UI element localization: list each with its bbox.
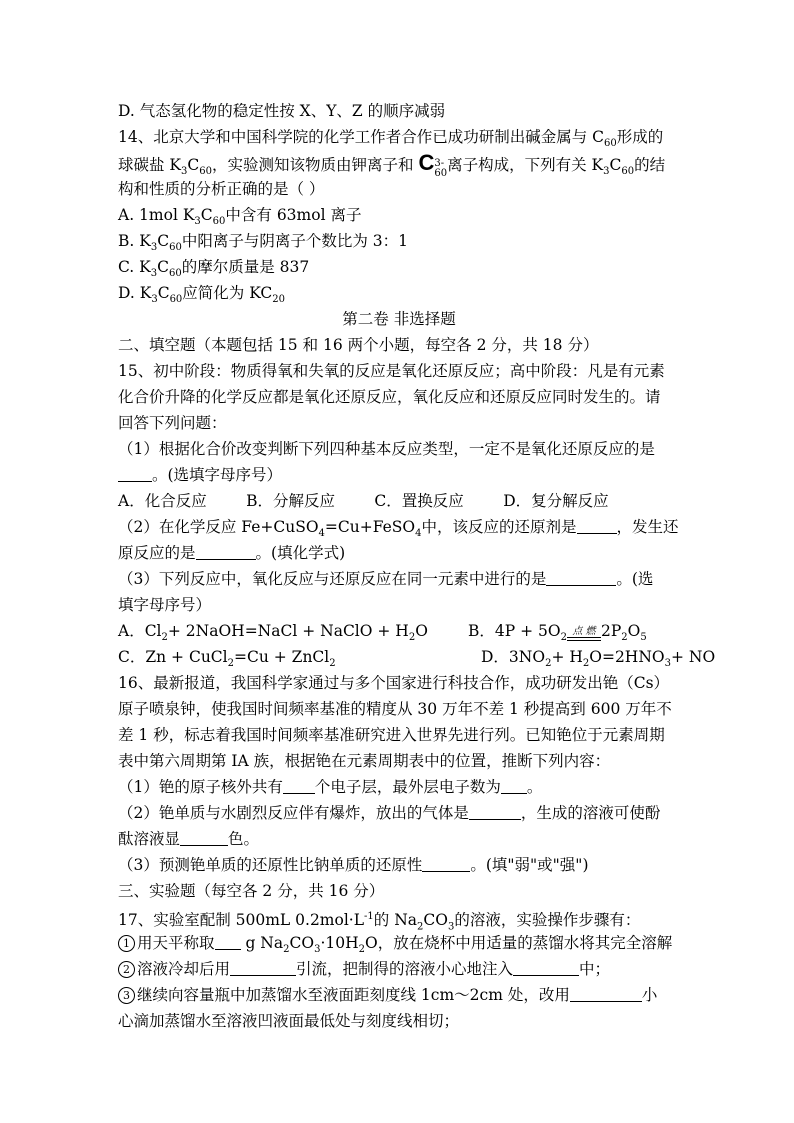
subscript: 3 (447, 921, 455, 933)
condition-arrow (567, 627, 601, 641)
subscript: 2 (283, 944, 290, 956)
subscript: 3 (150, 268, 158, 280)
subscript: 2 (417, 921, 424, 933)
text: + NO (670, 648, 716, 666)
q15-part3-line1 (118, 566, 680, 592)
answer-blank[interactable] (570, 985, 642, 1002)
text: 原子喷泉钟，使我国时间频率基准的精度从 30 万年不差 1 秒提高到 600 万年不 (118, 700, 672, 718)
text: 。(选填字母序号） (152, 466, 283, 484)
text: ，实验测知该物质由钾离子和 (212, 156, 414, 174)
text: =Cu+FeSO (324, 518, 416, 536)
text: （3）预测铯单质的还原性比钠单质的还原性 (118, 856, 423, 874)
q17-step2 (118, 956, 680, 982)
text: C (157, 284, 170, 302)
answer-blank[interactable] (469, 803, 521, 820)
subscript: 20 (272, 294, 285, 306)
q14-line2 (118, 150, 680, 179)
q15-line3 (118, 410, 680, 436)
q16-line2 (118, 696, 680, 722)
subscript: 60 (604, 138, 617, 150)
text: 。(填化学式) (255, 544, 346, 562)
text: 。(填"弱"或"强") (470, 856, 589, 874)
q14-line3 (118, 176, 680, 202)
text: C (157, 258, 169, 276)
text: 中，该反应的还原剂是 (421, 518, 577, 536)
subscript: 2 (560, 632, 567, 644)
subscript: 2 (358, 944, 365, 956)
subscript: 2 (621, 632, 628, 644)
subscript: 4 (415, 528, 422, 540)
q16-part1 (118, 774, 680, 800)
ion-symbol: C (418, 150, 435, 175)
subscript: 3 (151, 294, 158, 306)
subscript: 3 (314, 944, 321, 956)
text: （2）铯单质与水剧烈反应伴有爆炸，放出的气体是 (118, 804, 469, 822)
text: 的摩尔质量是 837 (181, 258, 310, 276)
text: B. K (118, 232, 151, 250)
q15-part2-line1 (118, 514, 680, 540)
subscript: 60 (169, 268, 182, 280)
q14-option-c (118, 254, 680, 280)
answer-blank[interactable] (577, 517, 617, 534)
step-number-1: 1 (118, 935, 135, 952)
q16-line1 (118, 670, 680, 696)
answer-blank[interactable] (501, 777, 527, 794)
text: （3）下列反应中，氧化反应与还原反应在同一元素中进行的是 (118, 570, 547, 588)
subscript: 4 (318, 528, 325, 540)
answer-blank[interactable] (230, 959, 296, 976)
q15-part2-line2 (118, 540, 680, 566)
text: 原反应的是 (118, 544, 196, 562)
subscript: 60 (169, 242, 182, 254)
section-three-heading (118, 878, 680, 904)
text: A．Cl (118, 622, 162, 640)
subscript: 5 (640, 632, 647, 644)
q16-part3 (118, 852, 680, 878)
text: O (627, 622, 641, 640)
q16-line3 (118, 722, 680, 748)
text: O (415, 622, 428, 640)
q15-part1-line2 (118, 462, 680, 488)
q17-step3-line1 (118, 982, 680, 1008)
answer-blank[interactable] (180, 829, 228, 846)
section-two-heading (118, 332, 680, 358)
subscript: 2 (545, 658, 552, 670)
volume-two-title (118, 306, 680, 332)
text: + H (551, 648, 583, 666)
text: 三、实验题（每空各 2 分，共 16 分） (118, 882, 385, 900)
text: 酞溶液显 (118, 830, 181, 848)
q15-line2 (118, 384, 680, 410)
text: （2）在化学反应 Fe+CuSO (118, 518, 319, 536)
text: （1）铯的原子核外共有 (118, 778, 283, 796)
exam-page (118, 98, 716, 1034)
text: 中阳离子与阴离子个数比为 3：1 (181, 232, 408, 250)
reactions-cd (118, 644, 716, 670)
text: 。(选 (616, 570, 654, 588)
text: C (187, 156, 200, 174)
text: g Na (240, 934, 284, 952)
text: 用天平称取 (137, 934, 215, 952)
subscript: 60 (621, 166, 635, 178)
text: O=2HNO (589, 648, 665, 666)
subscript: 3 (664, 658, 671, 670)
text: D．3NO (481, 648, 546, 666)
q15-line1 (118, 358, 680, 384)
q14-line1 (118, 124, 680, 150)
text: 16、最新报道，我国科学家通过与多个国家进行科技合作，成功研发出铯（Cs） (118, 674, 670, 692)
text: 第二卷 非选择题 (342, 310, 456, 328)
text: 17、实验室配制 500mL 0.2mol·L (118, 911, 365, 930)
text: 形成的 (616, 128, 664, 146)
text: CO (289, 934, 315, 952)
text: ，生成的溶液可使酚 (520, 804, 661, 822)
text: 继续向容量瓶中加蒸馏水至液面距刻度线 1cm～2cm 处，改用 (137, 986, 570, 1004)
text: B．4P + 5O (468, 622, 561, 640)
text: 14、北京大学和中国科学院的化学工作者合作已成功研制出碱金属与 C (118, 128, 605, 146)
text: D. 气态氢化物的稳定性按 X、Y、Z 的顺序减弱 (118, 102, 446, 120)
text: 小 (641, 986, 658, 1004)
q14-option-b (118, 228, 680, 254)
text: 中； (579, 960, 611, 978)
answer-blank[interactable] (546, 569, 616, 586)
superscript: 3- (434, 158, 445, 169)
q15-options (118, 488, 680, 514)
text: C．Zn + CuCl (118, 648, 228, 666)
subscript: 60 (199, 166, 212, 178)
step-number-3: 3 (118, 987, 135, 1004)
text: 的溶液，实验操作步骤有： (454, 911, 641, 930)
text: 的 Na (373, 911, 417, 930)
text: 填字母序号） (118, 596, 212, 614)
answer-blank[interactable] (422, 855, 470, 872)
text: 回答下列问题： (118, 414, 227, 432)
text: C. K (118, 258, 151, 276)
condition-label: 点 燃 (572, 626, 596, 637)
q15-part1-line1 (118, 436, 680, 462)
text: CO (423, 911, 448, 930)
step-number-2: 2 (118, 961, 135, 978)
text: A. 1mol K (118, 206, 195, 224)
text: 个电子层，最外层电子数为 (314, 778, 501, 796)
ion-charge (434, 159, 447, 179)
q15-part3-line2 (118, 592, 680, 618)
answer-blank[interactable] (215, 933, 241, 950)
text: 15、初中阶段：物质得氧和失氧的反应是氧化还原反应；高中阶段：凡是有元素 (118, 362, 665, 380)
text: C (609, 156, 622, 174)
subscript: 60 (212, 216, 226, 228)
q16-line4 (118, 748, 680, 774)
text: 心滴加蒸馏水至溶液凹液面最低处与刻度线相切； (118, 1012, 460, 1030)
q17-step3-line2 (118, 1008, 680, 1034)
subscript: 60 (434, 168, 448, 179)
subscript: 2 (227, 658, 234, 670)
subscript: 2 (161, 632, 168, 644)
text: 中含有 63mol 离子 (225, 206, 362, 224)
q14-option-a (118, 202, 680, 228)
subscript: 3 (181, 166, 188, 178)
answer-blank[interactable] (283, 777, 315, 794)
answer-blank[interactable] (118, 465, 152, 482)
text: 球碳盐 K (118, 156, 182, 174)
subscript: 2 (408, 632, 416, 644)
text: ·10H (320, 934, 359, 952)
text: 溶液冷却后用 (137, 960, 231, 978)
answer-blank[interactable] (196, 543, 256, 560)
subscript: 2 (329, 658, 336, 670)
text: O，放在烧杯中用适量的蒸馏水将其完全溶解 (364, 934, 673, 952)
text: ，发生还 (616, 518, 679, 536)
text: 2P (600, 622, 622, 640)
text: A．化合反应 B．分解反应 C．置换反应 D．复分解反应 (118, 492, 609, 510)
text: 应简化为 KC (182, 284, 273, 302)
answer-blank[interactable] (513, 959, 579, 976)
subscript: 3 (194, 216, 201, 228)
text: C (157, 232, 170, 250)
q16-part2-line1 (118, 800, 680, 826)
q14-option-d (118, 280, 680, 306)
text: 二、填空题（本题包括 15 和 16 两个小题，每空各 2 分，共 18 分） (118, 336, 599, 354)
text: 离子构成，下列有关 K (447, 156, 604, 174)
text: 表中第六周期第 IA 族，根据铯在元素周期表中的位置，推断下列内容： (118, 752, 611, 770)
subscript: 3 (603, 166, 610, 178)
option-d-prev (118, 98, 680, 124)
q16-part2-line2 (118, 826, 680, 852)
text: =Cu + ZnCl (234, 648, 330, 666)
subscript: 3 (150, 242, 158, 254)
text: C (200, 206, 213, 224)
text: 。 (526, 778, 543, 796)
subscript: 2 (582, 658, 590, 670)
double-line (567, 637, 601, 641)
text: + 2NaOH=NaCl + NaClO + H (167, 622, 409, 640)
text: 色。 (228, 830, 260, 848)
text: （1）根据化合价改变判断下列四种基本反应类型，一定不是氧化还原反应的是 (118, 440, 655, 458)
text: 差 1 秒，标志着我国时间频率基准研究进入世界先进行列。已知铯位于元素周期 (118, 726, 665, 744)
text: D. K (118, 284, 152, 302)
q17-step1 (118, 930, 680, 956)
reactions-ab (118, 618, 680, 644)
text: 构和性质的分析正确的是（ ） (118, 180, 325, 198)
text: 的结 (634, 156, 666, 174)
text: 引流，把制得的溶液小心地注入 (296, 960, 514, 978)
superscript: -1 (364, 911, 374, 922)
subscript: 60 (169, 294, 183, 306)
text: 化合价升降的化学反应都是氧化还原反应，氧化反应和还原反应同时发生的。请 (118, 388, 661, 406)
q17-line1 (118, 904, 680, 933)
